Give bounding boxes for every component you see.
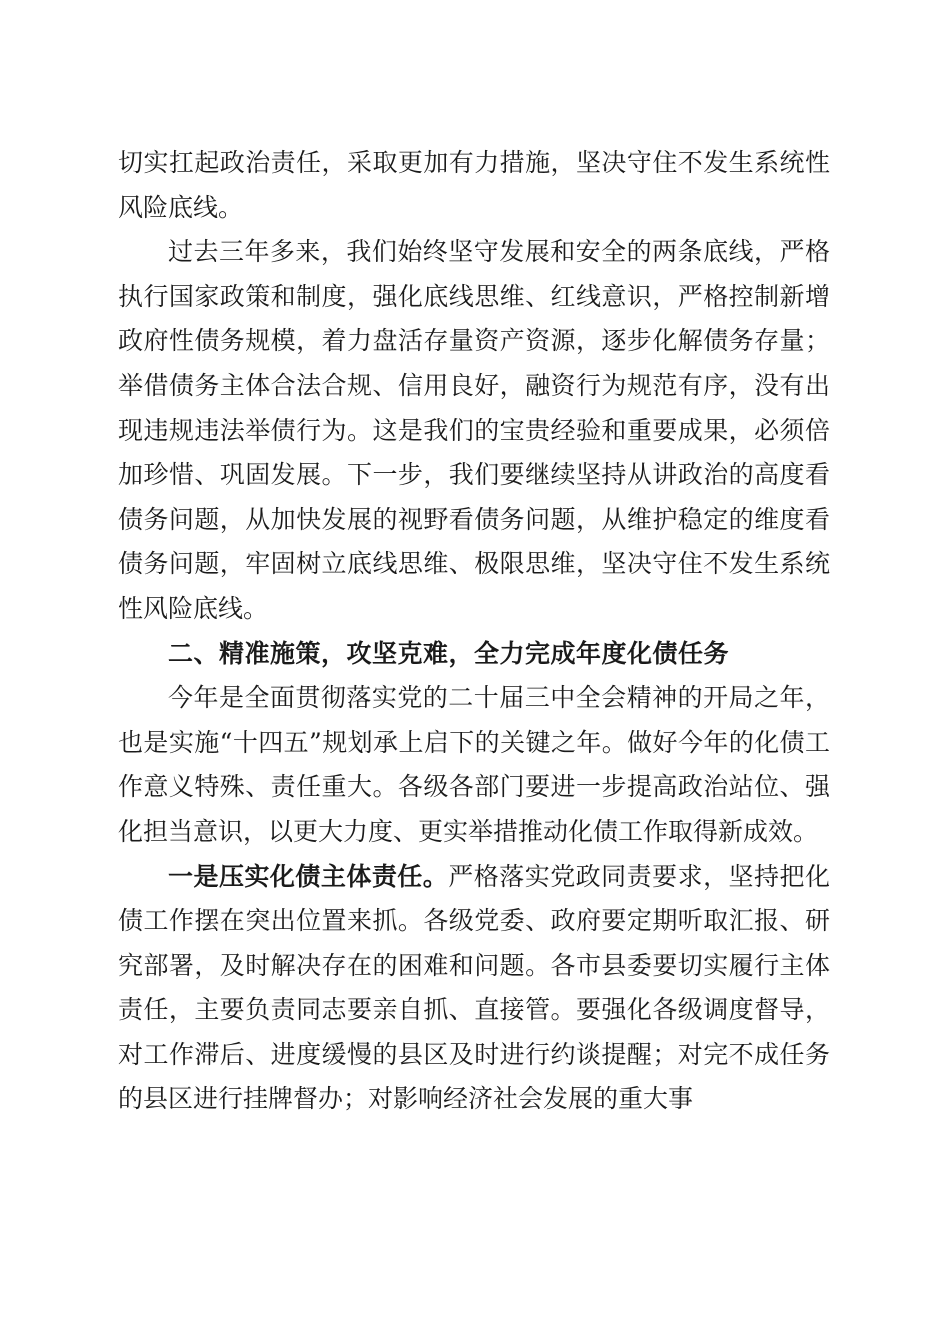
paragraph-bottom-line: 过去三年多来，我们始终坚守发展和安全的两条底线，严格执行国家政策和制度，强化底线思维、红线意识，严格控制新增政府性债务规模，着力盘活存量资产资源，逐步化解债务存量；举借债务主体合法合规、信用良好，融资行为规范有序，没有出现违规违法举债行为。这是我们的宝贵经验和重要成果，必须倍加珍惜、巩固发展。下一步，我们要继续坚持从讲政治的高度看债务问题，从加快发展的视野看债务问题，从维护稳定的维度看债务问题，牢固树立底线思维、极限思维，坚决守住不发生系统性风险底线。 <box>118 237 830 623</box>
section-heading-2: 二、精准施策，攻坚克难，全力完成年度化债任务 <box>168 638 730 668</box>
paragraph-responsibility-text: 严格落实党政同责要求，坚持把化债工作摆在突出位置来抓。各级党委、政府要定期听取汇报、研究部署，及时解决存在的困难和问题。各市县委要切实履行主体责任，主要负责同志要亲自抓、直接管。要强化各级调度督导，对工作滞后、进度缓慢的县区及时进行约谈提醒；对完不成任务的县区进行挂牌督办；对影响经济社会发展的重大事 <box>118 861 830 1114</box>
paragraph-responsibility <box>118 855 830 1123</box>
paragraph-continued: 切实扛起政治责任，采取更加有力措施，坚决守住不发生系统性风险底线。 <box>118 148 830 222</box>
paragraph-this-year: 今年是全面贯彻落实党的二十届三中全会精神的开局之年，也是实施“十四五”规划承上启下的关键之年。做好今年的化债工作意义特殊、责任重大。各级各部门要进一步提高政治站位、强化担当意识，以更大力度、更实举措推动化债工作取得新成效。 <box>118 683 830 846</box>
document-body <box>118 141 830 1122</box>
paragraph-lead-phrase: 一是压实化债主体责任。 <box>168 861 449 891</box>
